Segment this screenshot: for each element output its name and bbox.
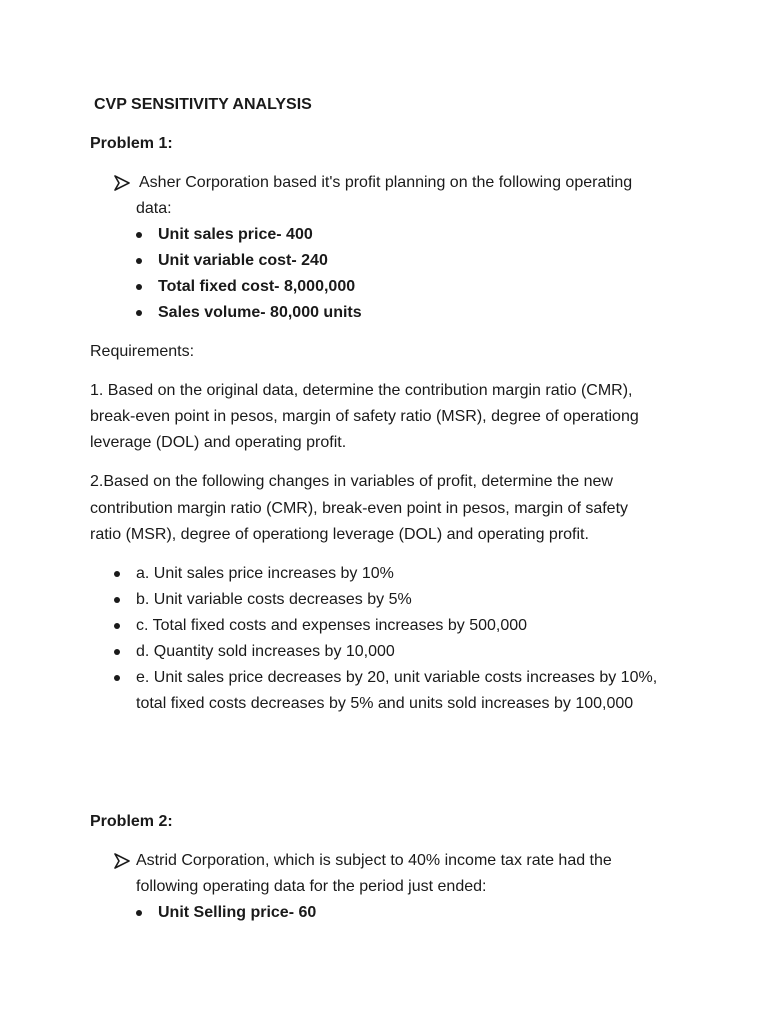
problem1-data-item: Unit sales price- 400 [158, 226, 313, 243]
change-item: d. Quantity sold increases by 10,000 [136, 643, 395, 660]
problem1-intro-line1: Asher Corporation based it's profit planning on the following operating [139, 174, 633, 191]
change-item: b. Unit variable costs decreases by 5% [136, 591, 412, 608]
requirement2-line: contribution margin ratio (CMR), break-even point in pesos, margin of safety [90, 500, 629, 517]
problem1-data-item: Unit variable cost- 240 [158, 252, 328, 269]
requirements-label: Requirements: [90, 343, 195, 360]
bullet-icon [136, 258, 142, 264]
requirement2-line: ratio (MSR), degree of operationg leverage (DOL) and operating profit. [90, 526, 589, 543]
bullet-icon [136, 232, 142, 238]
change-item: c. Total fixed costs and expenses increases by 500,000 [136, 617, 528, 634]
problem1-intro-line2: data: [136, 200, 172, 217]
bullet-icon [114, 597, 120, 603]
problem2-heading: Problem 2: [90, 813, 173, 830]
bullet-icon [114, 649, 120, 655]
problem2-intro-line1: Astrid Corporation, which is subject to 40% income tax rate had the [136, 852, 612, 869]
change-item: a. Unit sales price increases by 10% [136, 565, 394, 582]
bullet-icon [136, 284, 142, 290]
bullet-icon [136, 310, 142, 316]
problem1-data-item: Sales volume- 80,000 units [158, 304, 362, 321]
bullet-icon [114, 623, 120, 629]
change-item-continuation: total fixed costs decreases by 5% and units sold increases by 100,000 [136, 695, 634, 712]
problem2-data-item: Unit Selling price- 60 [158, 904, 317, 921]
requirement2-line: 2.Based on the following changes in variables of profit, determine the new [90, 473, 613, 490]
problem2-intro-line2: following operating data for the period just ended: [136, 878, 487, 895]
problem1-data-item: Total fixed cost- 8,000,000 [158, 278, 356, 295]
change-item: e. Unit sales price decreases by 20, unit variable costs increases by 10%, [136, 669, 658, 686]
document-title: CVP SENSITIVITY ANALYSIS [94, 96, 312, 113]
arrowhead-bullet-icon [113, 174, 131, 192]
requirement1-line: 1. Based on the original data, determine the contribution margin ratio (CMR), [90, 382, 633, 399]
requirement1-line: leverage (DOL) and operating profit. [90, 434, 347, 451]
bullet-icon [114, 675, 120, 681]
arrowhead-bullet-icon [113, 852, 131, 870]
problem1-heading: Problem 1: [90, 135, 173, 152]
requirement1-line: break-even point in pesos, margin of safety ratio (MSR), degree of operationg [90, 408, 639, 425]
bullet-icon [136, 910, 142, 916]
bullet-icon [114, 571, 120, 577]
